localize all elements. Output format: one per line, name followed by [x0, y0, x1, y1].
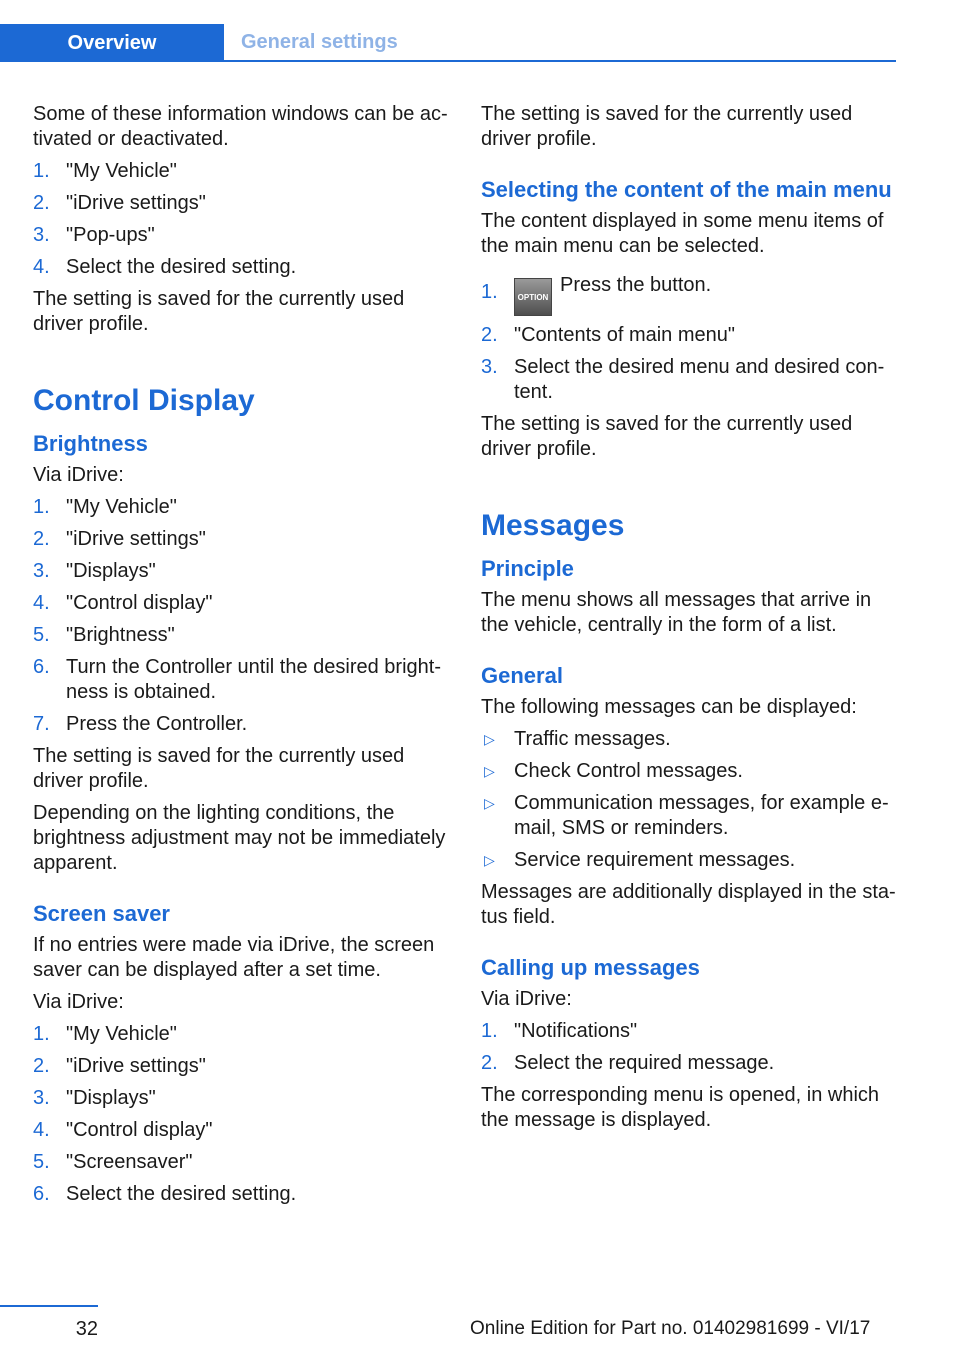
message-types-list [481, 727, 897, 873]
list-item: 3. "Displays" [33, 560, 156, 582]
heading-screen-saver: Screen saver [33, 901, 170, 926]
calling-steps [481, 1019, 897, 1076]
list-item: 1. "Notifications" [481, 1020, 638, 1042]
right-column [481, 102, 897, 1140]
heading-principle: Principle [481, 556, 574, 581]
list-item: 2. "Contents of main menu" [481, 324, 735, 346]
list-item: 6. Turn the Controller until the desired brightness is obtained. [33, 656, 442, 703]
list-item: 6. Select the desired setting. [33, 1183, 297, 1205]
list-item: 5. "Screensaver" [33, 1151, 193, 1173]
list-item: 3. "Displays" [33, 1087, 156, 1109]
screensaver-steps [33, 1022, 449, 1207]
via-idrive-label: Via iDrive: [33, 991, 124, 1013]
list-item: 3. "Pop-ups" [33, 224, 155, 246]
saved-note: The setting is saved for the currently used driver profile. [33, 288, 405, 335]
intro-text: Some of these information windows can be activated or deactivated. [33, 103, 448, 150]
heading-brightness: Brightness [33, 431, 148, 456]
saved-note: The setting is saved for the currently used driver profile. [481, 103, 853, 150]
list-item: 1. OPTIONPress the button. [481, 273, 897, 316]
popups-steps [33, 159, 449, 280]
list-item: 4. "Control display" [33, 592, 213, 614]
header-tabs [0, 24, 896, 62]
main-menu-steps [481, 273, 897, 405]
list-item: 1. "My Vehicle" [33, 160, 177, 182]
tab-overview[interactable]: Overview [0, 24, 224, 62]
edition-text: Online Edition for Part no. 01402981699 - VI/17 [470, 1318, 871, 1339]
list-item: 2. Select the required message. [481, 1052, 775, 1074]
list-item: ▷ Service requirement messages. [484, 849, 796, 871]
list-item: 4. Select the desired setting. [33, 256, 297, 278]
via-idrive-label: Via iDrive: [481, 988, 572, 1010]
corresponding-text: The corresponding menu is opened, in which the message is displayed. [481, 1084, 880, 1131]
list-item: 1. "My Vehicle" [33, 1023, 177, 1045]
tab-general-settings[interactable]: General settings [241, 30, 398, 53]
heading-selecting-content: Selecting the content of the main menu [481, 177, 892, 202]
list-item: 2. "iDrive settings" [33, 192, 206, 214]
list-item: 3. Select the desired menu and desired content. [481, 356, 885, 403]
lighting-note: Depending on the lighting conditions, the brightness adjustment may not be immediately apparent. [33, 802, 446, 874]
brightness-steps [33, 495, 449, 737]
heading-calling-up-messages: Calling up messages [481, 955, 700, 980]
heading-general: General [481, 663, 563, 688]
footer-rule [0, 1305, 98, 1307]
general-text: The following messages can be displayed: [481, 696, 857, 718]
triangle-bullet-icon: ▷ [484, 763, 495, 779]
triangle-bullet-icon: ▷ [484, 852, 495, 868]
saved-note: The setting is saved for the currently used driver profile. [33, 745, 405, 792]
header-rule [0, 60, 896, 62]
saved-note: The setting is saved for the currently used driver profile. [481, 413, 853, 460]
list-item: ▷ Communication messages, for example e-mail, SMS or reminders. [484, 792, 889, 839]
heading-messages: Messages [481, 509, 625, 542]
triangle-bullet-icon: ▷ [484, 795, 495, 811]
screensaver-text: If no entries were made via iDrive, the screen saver can be displayed after a set time. [33, 934, 435, 981]
list-item: 4. "Control display" [33, 1119, 213, 1141]
selecting-text: The content displayed in some menu items of the main menu can be selected. [481, 210, 884, 257]
list-item: 1. "My Vehicle" [33, 496, 177, 518]
list-item: 2. "iDrive settings" [33, 1055, 206, 1077]
list-item: ▷ Traffic messages. [484, 728, 671, 750]
status-field-text: Messages are additionally displayed in the status field. [481, 881, 896, 928]
via-idrive-label: Via iDrive: [33, 464, 124, 486]
option-button-icon: OPTION [514, 278, 552, 316]
heading-control-display: Control Display [33, 384, 255, 417]
list-item: 5. "Brightness" [33, 624, 175, 646]
page-number: 32 [75, 1318, 98, 1340]
principle-text: The menu shows all messages that arrive in the vehicle, centrally in the form of a list. [481, 589, 872, 636]
left-column [33, 102, 449, 1214]
list-item: 2. "iDrive settings" [33, 528, 206, 550]
list-item: 7. Press the Controller. [33, 713, 248, 735]
list-item: ▷ Check Control messages. [484, 760, 743, 782]
triangle-bullet-icon: ▷ [484, 731, 495, 747]
